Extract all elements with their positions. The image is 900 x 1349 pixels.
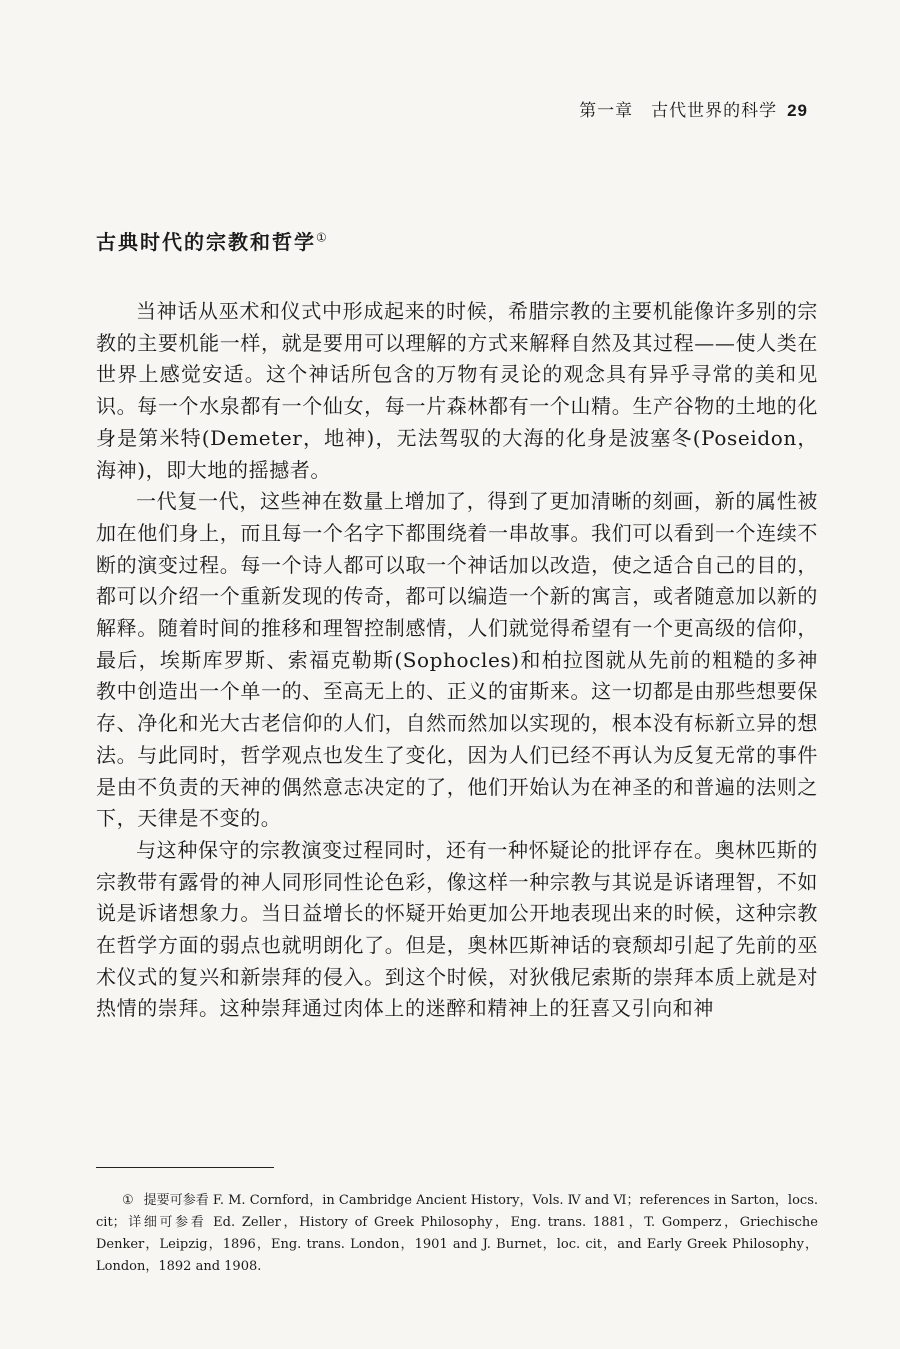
footnote-reference: ①	[316, 230, 329, 245]
footnote	[96, 1190, 818, 1278]
chapter-title: 第一章 古代世界的科学	[579, 101, 778, 121]
page-number: 29	[787, 101, 808, 120]
footnote-mark: ①	[122, 1193, 134, 1208]
footnote-text: 提要可参看 F. M. Cornford，in Cambridge Ancient History，Vols. Ⅳ and Ⅵ；references in Sarton，locs. cit；详细可参看 Ed. Zeller，History of Greek Philosophy，Eng. trans. 1881，T. Gomperz，Griechische Denker，Leipzig，1896，Eng. trans. London，1901 and J. Burnet，loc. cit，and Early Greek Philosophy，London，1892 and 1908.	[96, 1193, 819, 1274]
section-title-text: 古典时代的宗教和哲学	[96, 230, 316, 254]
running-head	[579, 96, 808, 121]
body-text	[96, 296, 818, 1025]
section-title	[96, 226, 329, 255]
paragraph: 与这种保守的宗教演变过程同时，还有一种怀疑论的批评存在。奥林匹斯的宗教带有露骨的神人同形同性论色彩，像这样一种宗教与其说是诉诸理智，不如说是诉诸想象力。当日益增长的怀疑开始更加公开地表现出来的时候，这种宗教在哲学方面的弱点也就明朗化了。但是，奥林匹斯神话的衰颓却引起了先前的巫术仪式的复兴和新崇拜的侵入。到这个时候，对狄俄尼索斯的崇拜本质上就是对热情的崇拜。这种崇拜通过肉体上的迷醉和精神上的狂喜又引向和神	[96, 837, 818, 1021]
paragraph: 一代复一代，这些神在数量上增加了，得到了更加清晰的刻画，新的属性被加在他们身上，而且每一个名字下都围绕着一串故事。我们可以看到一个连续不断的演变过程。每一个诗人都可以取一个神话加以改造，使之适合自己的目的，都可以介绍一个重新发现的传奇，都可以编造一个新的寓言，或者随意加以新的解释。随着时间的推移和理智控制感情，人们就觉得希望有一个更高级的信仰，最后，埃斯库罗斯、索福克勒斯(Sophocles)和柏拉图就从先前的粗糙的多神教中创造出一个单一的、至高无上的、正义的宙斯来。这一切都是由那些想要保存、净化和光大古老信仰的人们，自然而然加以实现的，根本没有标新立异的想法。与此同时，哲学观点也发生了变化，因为人们已经不再认为反复无常的事件是由不负责的天神的偶然意志决定的了，他们开始认为在神圣的和普遍的法则之下，天律是不变的。	[96, 489, 818, 831]
footnote-divider	[96, 1167, 274, 1168]
paragraph: 当神话从巫术和仪式中形成起来的时候，希腊宗教的主要机能像许多别的宗教的主要机能一样，就是要用可以理解的方式来解释自然及其过程——使人类在世界上感觉安适。这个神话所包含的万物有灵论的观念具有异乎寻常的美和见识。每一个水泉都有一个仙女，每一片森林都有一个山精。生产谷物的土地的化身是第米特(Demeter，地神)，无法驾驭的大海的化身是波塞冬(Poseidon，海神)，即大地的摇撼者。	[96, 299, 818, 482]
